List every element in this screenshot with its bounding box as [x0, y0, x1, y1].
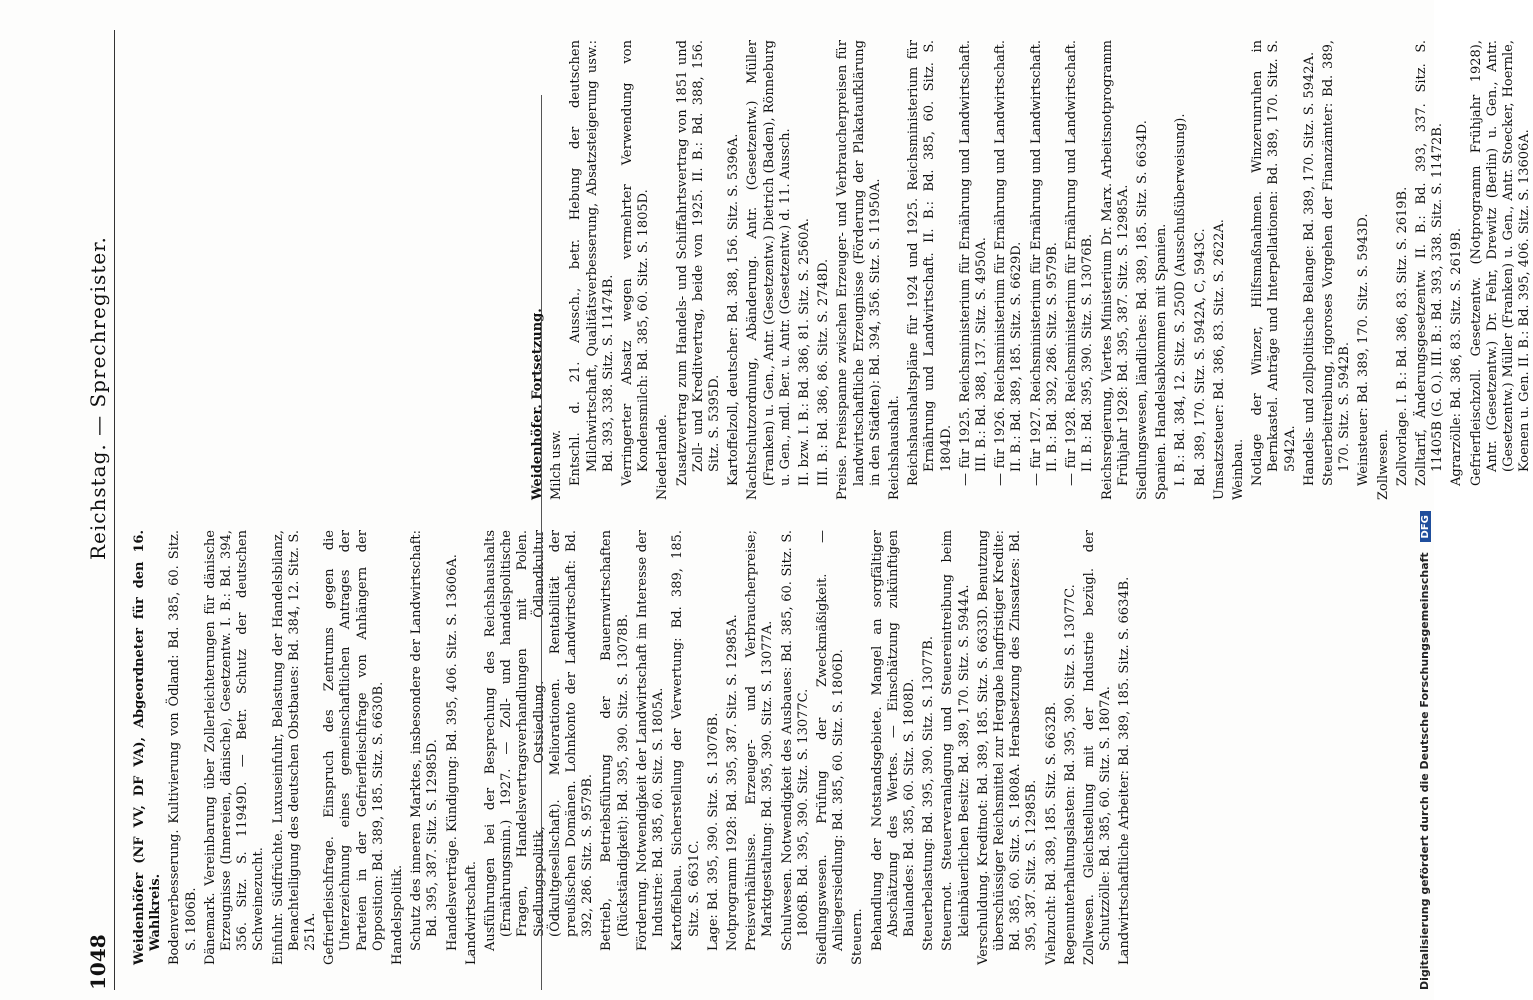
register-entry: Weinbau.	[1230, 438, 1246, 500]
register-entry: Reichsregierung, Viertes Ministerium Dr. Marx. Arbeitsnotprogramm Frühjahr 1928: Bd. 395, 387. Sitz. S. 12985A.	[1099, 40, 1131, 500]
register-subentry: Behandlung der Notstandsgebiete. Mangel an sorgfältiger Abschätzung des Wertes. — Einschätzung zukünftigen Baulandes: Bd. 385, 60. Sitz. S. 1808D.	[869, 530, 917, 951]
register-entry: Niederlande.	[655, 414, 671, 500]
register-heading: Weidenhöfer. Fortsetzung.	[530, 308, 545, 500]
register-subentry: I. B.: Bd. 384, 12. Sitz. S. 250D (Ausschußüberweisung).	[1173, 113, 1189, 486]
register-subentry: Bd. 389, 170. Sitz. S. 5942A, C, 5943C.	[1192, 228, 1208, 486]
register-entry: Milch usw.	[549, 429, 565, 500]
dfg-notice	[1418, 10, 1436, 990]
register-heading: Weidenhöfer (NF VV, DF VA), Abgeordneter für den 16. Wahlkreis.	[132, 530, 164, 965]
register-subentry: Zollvorlage. I. B.: Bd. 386, 83. Sitz. S. 2619B.	[1394, 186, 1410, 486]
register-entry: Verschuldung. Kreditnot: Bd. 389, 185. Sitz. S. 6633D. Benutzung überschüssiger Reichsmittel zur Hergabe langfristiger Kredite: Bd. 385, 60. Sitz. S. 1808A. Herabsetzung des Zinssatzes: Bd. 395, 387. Sitz. S. 12985B.	[975, 530, 1040, 965]
register-subentry: II. bzw. I. B.: Bd. 386, 81. Sitz. S. 2560A.	[797, 218, 813, 486]
register-subentry: Kartoffelbau. Sicherstellung der Verwertung: Bd. 389, 185. Sitz. S. 6631C.	[670, 530, 702, 951]
page-number: 1048	[86, 934, 110, 990]
register-entry: Siedlungswesen, ländliches: Bd. 389, 185. Sitz. S. 6634D.	[1134, 120, 1150, 500]
register-subentry: Zusatzvertrag zum Handels- und Schiffahrtsvertrag von 1851 und Zoll- und Kreditvertrag, beide von 1925. II. B.: Bd. 388, 156. Sitz. S. 5395D.	[674, 40, 723, 486]
register-entry: Umsatzsteuer: Bd. 386, 83. Sitz. S. 2622A.	[1211, 219, 1227, 500]
register-entry: Handelspolitik.	[390, 864, 406, 965]
register-subentry: Steuerbelastung: Bd. 395, 390. Sitz. S. 13077B.	[921, 636, 937, 951]
dfg-logo: DFG	[1420, 511, 1431, 542]
register-entry: Regenunterhaltungslasten: Bd. 395, 390. Sitz. S. 13077C.	[1062, 584, 1078, 965]
register-subentry: Gefrierfleischzoll. Gesetzentw. (Notprogramm Frühjahr 1928), Antr. (Gesetzentw.) Dr. Fehr, Drewitz (Berlin) u. Gen., Antr. (Gesetzentw.) Müller (Franken) u. Gen., Antr. Stoecker, Hoernle, Koenen u. Gen. II. B.: Bd. 395, 406. Sitz. S. 13606A.	[1468, 40, 1533, 486]
register-entry: Zollwesen.	[1375, 429, 1391, 500]
register-entry: Siedlungswesen. Prüfung der Zweckmäßigkeit. — Anliegersiedlung: Bd. 385, 60. Sitz. S. 1806D.	[814, 530, 847, 965]
register-column-right	[530, 40, 1533, 500]
page-header	[86, 30, 126, 990]
running-title: Reichstag. — Sprechregister.	[86, 236, 110, 560]
register-subentry: III. B.: Bd. 386, 86. Sitz. S. 2748D.	[816, 258, 832, 486]
register-subentry: Zolltarif, Änderungsgesetzentw. II. B.: Bd. 393, 337. Sitz. S. 11405B (G. O.). III. B.: Bd. 393, 338. Sitz. S. 11472B.	[1413, 40, 1446, 486]
register-entry: Gefrierfleischfrage. Einspruch des Zentrums gegen die Unterzeichnung eines gemeinschaftlichen Antrages der Parteien in der Gefrierfleischfrage von Anhängern der Opposition: Bd. 389, 185. Sitz. S. 6630B.	[322, 530, 386, 965]
register-entry: Steuern.	[850, 908, 866, 965]
register-subentry: Schulwesen. Notwendigkeit des Ausbaues: Bd. 385, 60. Sitz. S. 1806B. Bd. 395, 390. Sitz. S. 13077C.	[779, 530, 811, 951]
register-subentry: Handels- und zollpolitische Belange: Bd. 389, 170. Sitz. S. 5942A.	[1301, 51, 1317, 486]
register-entry: Einfuhr. Südfrüchte. Luxuseinfuhr, Belastung der Handelsbilanz, Benachteiligung des deutschen Obstbaues: Bd. 384, 12. Sitz. S. 251A.	[270, 530, 319, 965]
register-subentry: Schutz des inneren Marktes, insbesondere der Landwirtschaft: Bd. 395, 387. Sitz. S. 12985D.	[409, 530, 441, 951]
register-subentry: Reichshaushaltspläne für 1924 und 1925. Reichsministerium für Ernährung und Landwirtschaft. II. B.: Bd. 385, 60. Sitz. S. 1804D.	[906, 40, 954, 486]
register-column-left	[132, 530, 1133, 965]
register-entry: Zollwesen. Gleichstellung mit der Industrie bezügl. der Schutzzölle: Bd. 385, 60. Sitz. S. 1807A.	[1081, 530, 1114, 965]
register-entry: Nachtschutzordnung, Abänderung. Antr. (Gesetzentw.) Müller (Franken) u. Gen., Antr. (Gesetzentw.) Dietrich (Baden), Rönneburg u. Gen., mdl. Ber. u. Antr. (Gesetzentw.) d. 11. Aussch.	[745, 40, 793, 500]
dfg-notice-text: Digitalisierung gefördert durch die Deutsche Forschungsgemeinschaft	[1418, 552, 1431, 990]
register-subentry: Steuerbeitreibung, rigoroses Vorgehen der Finanzämter: Bd. 389, 170. Sitz. S. 5942B.	[1320, 40, 1353, 486]
register-subentry: Weinsteuer: Bd. 389, 170. Sitz. S. 5943D.	[1356, 213, 1372, 486]
register-subentry: Notlage der Winzer, Hilfsmaßnahmen. Winzerunruhen in Bernkastel. Anträge und Interpellationen: Bd. 389, 170. Sitz. S. 5942A.	[1250, 40, 1298, 486]
register-entry: Landwirtschaft.	[463, 860, 479, 965]
header-rule	[114, 30, 115, 990]
register-subentry: Verringerter Absatz wegen vermehrter Verwendung von Kondensmilch: Bd. 385, 60. Sitz. S. 1805D.	[620, 40, 652, 486]
register-subentry: Betrieb, Betriebsführung der Bauernwirtschaften (Rückständigkeit): Bd. 395, 390. Sitz. S. 13078B.	[599, 530, 631, 951]
register-subentry: Handelsverträge. Kündigung: Bd. 395, 406. Sitz. S. 13606A.	[444, 554, 460, 951]
register-entry: Dänemark. Vereinbarung über Zollerleichterungen für dänische Erzeugnisse (Innereien, dänische), Gesetzentw. I. B.: Bd. 394, 356. Sitz. S. 11949D. — Betr. Schutz der deutschen Schweinezucht.	[202, 530, 267, 965]
register-subentry: Ausführungen bei der Besprechung des Reichshaushalts (Ernährungsmin.) 1927. — Zoll- und handelspolitische Fragen, Handelsvertragsverhandlungen mit Polen. Siedlungspolitik, Ostsiedlung. Ödlandkultur (Ödkultgesellschaft). Meliorationen. Rentabilität der preußischen Domänen. Lohnkonto der Landwirtschaft: Bd. 392, 286. Sitz. S. 9579B.	[483, 530, 596, 951]
register-subentry: Notprogramm 1928: Bd. 395, 387. Sitz. S. 12985A.	[724, 614, 740, 951]
register-subentry: — für 1927. Reichsministerium für Ernährung und Landwirtschaft. II. B.: Bd. 392, 286. Sitz. S. 9579B.	[1028, 40, 1060, 486]
register-subentry: — für 1926. Reichsministerium für Ernährung und Landwirtschaft. II. B.: Bd. 389, 185. Sitz. S. 6629D.	[993, 40, 1025, 486]
register-entry: Viehzucht: Bd. 389, 185. Sitz. S. 6632B.	[1043, 701, 1059, 965]
register-entry: Spanien. Handelsabkommen mit Spanien.	[1154, 223, 1170, 500]
register-subentry: Förderung. Notwendigkeit der Landwirtschaft im Interesse der Industrie: Bd. 385, 60. Sitz. S. 1805A.	[634, 530, 667, 951]
register-subentry: Agrarzölle: Bd. 386, 83. Sitz. S. 2619B.	[1449, 228, 1465, 486]
register-entry: Landwirtschaftliche Arbeiter: Bd. 389, 185. Sitz. S. 6634B.	[1117, 576, 1133, 965]
register-entry: Preise. Preisspanne zwischen Erzeuger- und Verbraucherpreisen für landwirtschaftliche Erzeugnisse (Förderung der Plakataufklärung in den Städten): Bd. 394, 356. Sitz. S. 11950A.	[835, 40, 883, 500]
register-subentry: Steuernot. Steuerveranlagung und Steuereintreibung beim kleinbäuerlichen Besitz: Bd. 389, 170. Sitz. S. 5944A.	[940, 530, 972, 951]
register-subentry: — für 1925. Reichsministerium für Ernährung und Landwirtschaft. III. B.: Bd. 388, 137. Sitz. S. 4950A.	[957, 40, 990, 486]
register-subentry: Kartoffelzoll, deutscher: Bd. 388, 156. Sitz. S. 5396A.	[726, 133, 742, 486]
register-entry: Bodenverbesserung. Kultivierung von Ödland: Bd. 385, 60. Sitz. S. 1806B.	[167, 530, 199, 965]
register-subentry: — für 1928. Reichsministerium für Ernährung und Landwirtschaft. II. B.: Bd. 395, 390. Sitz. S. 13076B.	[1064, 40, 1096, 486]
register-entry: Reichshaushalt.	[887, 395, 903, 500]
register-subentry: Lage: Bd. 395, 390. Sitz. S. 13076B.	[705, 712, 721, 951]
register-subentry: Entschl. d. 21. Aussch., betr. Hebung der deutschen Milchwirtschaft, Qualitätsverbesserung, Absatzsteigerung usw.: Bd. 393, 338. Sitz. S. 11474B.	[568, 40, 616, 486]
register-subentry: Preisverhältnisse. Erzeuger- und Verbraucherpreise; Marktgestaltung: Bd. 395, 390. Sitz. S. 13077A.	[744, 530, 776, 951]
